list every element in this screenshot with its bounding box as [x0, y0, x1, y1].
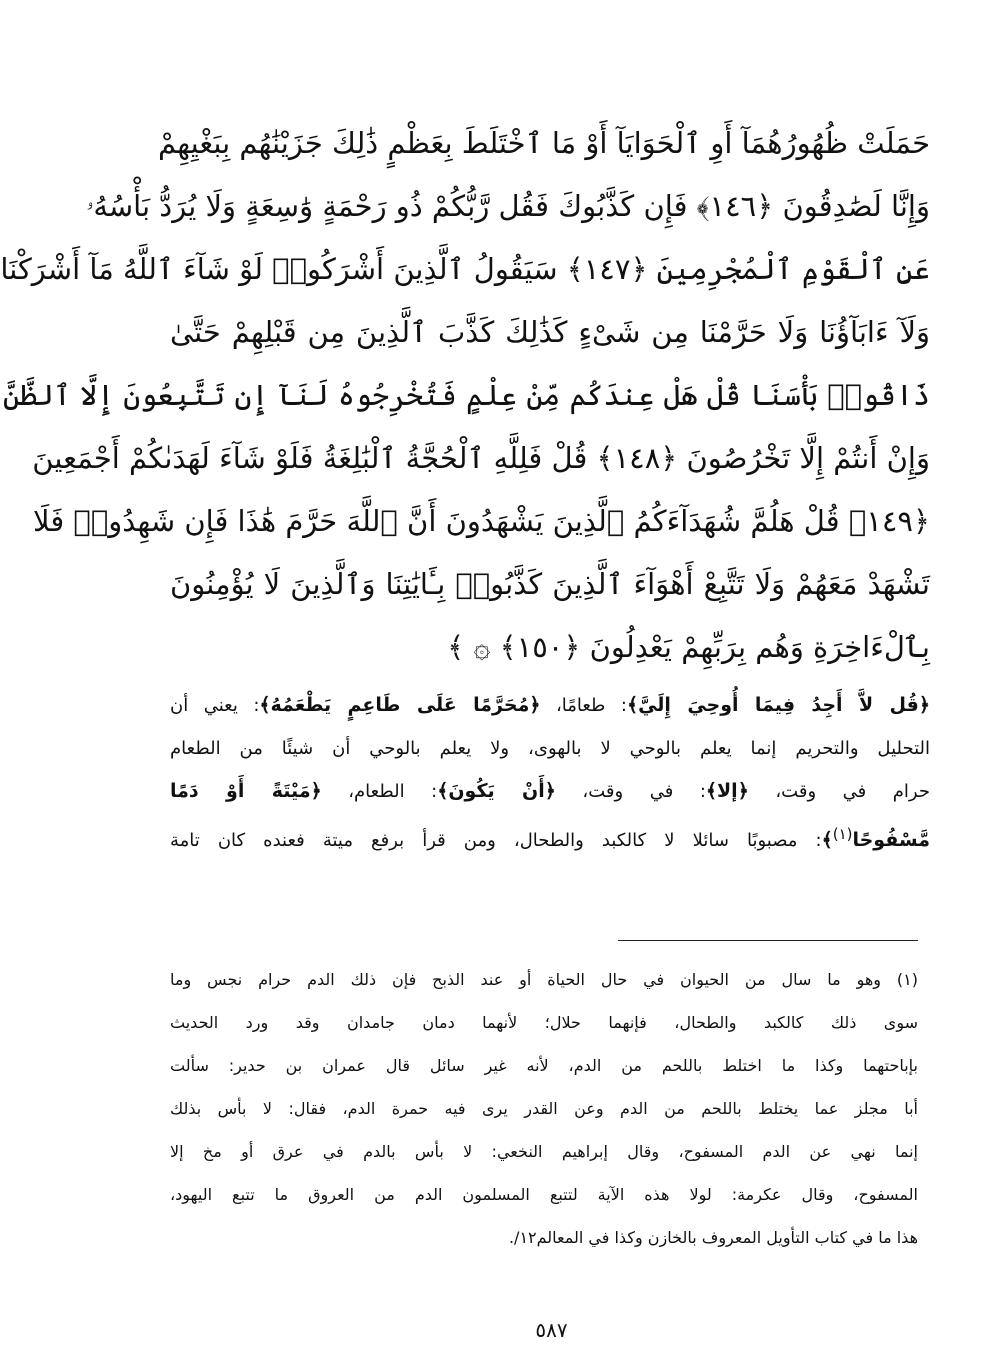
- commentary-text: : الطعام،: [321, 781, 438, 802]
- quran-verses: [0, 112, 930, 679]
- tafsir-line: التحليل والتحريم إنما يعلم بالوحي لا بالهوى، ولا يعلم بالوحي أن شيئًا من الطعام: [170, 738, 930, 759]
- verse-quote: ﴿قُل لاَّ أَجِدُ فِيمَا أُوحِيَ إِلَيَّ﴾: [626, 694, 931, 716]
- quran-line: وَإِنَّا لَصَٰدِقُونَ ﴿١٤٦﴾ فَإِن كَذَّبُوكَ فَقُل رَّبُّكُمْ ذُو رَحْمَةٍ وَٰسِعَةٍ وَلَا يُرَدُّ بَأْسُهُۥ: [86, 189, 930, 223]
- tafsir-line: [170, 770, 930, 813]
- quran-line: ذَاقُوا۟ بَأْسَنَا قُلْ هَلْ عِندَكُم مِّنْ عِلْمٍ فَتُخْرِجُوهُ لَنَآ إِن تَتَّبِعُونَ إِلَّا ٱلظَّنَّ: [2, 378, 930, 412]
- footnote-line: إنما نهي عن الدم المسفوح، وقال إبراهيم النخعي: لا بأس بالدم في عرق أو مخ إلا: [170, 1142, 918, 1161]
- verse-quote: مَّسْفُوحًا: [852, 829, 930, 851]
- commentary-text: : مصبوبًا سائلا لا كالكبد والطحال، ومن قرأ برفع ميتة فعنده كان تامة: [170, 830, 822, 851]
- footnotes: [170, 958, 918, 1259]
- footnote-line: (١) وهو ما سال من الحيوان في حال الحياة أو عند الذبح فإن ذلك الدم حرام نجس وما: [170, 970, 918, 989]
- footnote-divider: [618, 940, 918, 941]
- page-number: ٥٨٧: [535, 1318, 568, 1342]
- quran-line: ﴿١٤٩﴾ قُلْ هَلُمَّ شُهَدَآءَكُمُ ٱلَّذِينَ يَشْهَدُونَ أَنَّ ٱللَّهَ حَرَّمَ هَٰذَا فَإِن شَهِدُوا۟ فَلَا: [33, 504, 930, 538]
- verse-quote: ﴿أَنْ يَكُونَ﴾: [437, 780, 556, 802]
- verse-quote: ﴿مَيْتَةً أَوْ دَمًا: [170, 780, 322, 802]
- footnote-line: بإباحتهما وكذا ما اختلط باللحم من الدم، لأنه غير سائل قال عمران بن حدير: سألت: [170, 1056, 918, 1075]
- quran-line: عَنِ ٱلْقَوْمِ ٱلْمُجْرِمِينَ ﴿١٤٧﴾ سَيَقُولُ ٱلَّذِينَ أَشْرَكُوا۟ لَوْ شَآءَ ٱللَّهُ مَآ أَشْرَكْنَا: [0, 252, 930, 286]
- footnote-marker: (١): [832, 825, 853, 843]
- tafsir-line: [170, 813, 930, 856]
- verse-quote: ﴿مُحَرَّمًا عَلَى طَاعِمٍ يَطْعَمُهُ﴾: [259, 694, 541, 716]
- quran-line: تَشْهَدْ مَعَهُمْ وَلَا تَتَّبِعْ أَهْوَآءَ ٱلَّذِينَ كَذَّبُوا۟ بِـَٔايَٰتِنَا وَٱلَّذِينَ لَا يُؤْمِنُونَ: [170, 567, 930, 601]
- tafsir-line: [170, 684, 930, 727]
- quran-line: وَإِنْ أَنتُمْ إِلَّا تَخْرُصُونَ ﴿١٤٨﴾ قُلْ فَلِلَّهِ ٱلْحُجَّةُ ٱلْبَٰلِغَةُ فَلَوْ شَآءَ لَهَدَىٰكُمْ أَجْمَعِينَ: [32, 441, 930, 475]
- tafsir-commentary: [170, 684, 930, 856]
- commentary-text: : طعامًا،: [540, 695, 627, 716]
- footnote-line: هذا ما في كتاب التأويل المعروف بالخازن وكذا في المعالم١٢/.: [508, 1228, 918, 1247]
- quran-line: وَلَآ ءَابَآؤُنَا وَلَا حَرَّمْنَا مِن شَىْءٍ كَذَٰلِكَ كَذَّبَ ٱلَّذِينَ مِن قَبْلِهِمْ حَتَّىٰ: [170, 315, 930, 349]
- commentary-text: : في وقت،: [555, 781, 706, 802]
- verse-quote: ﴾: [821, 829, 833, 851]
- commentary-text: حرام في وقت،: [748, 781, 930, 802]
- quran-line: حَمَلَتْ ظُهُورُهُمَآ أَوِ ٱلْحَوَايَآ أَوْ مَا ٱخْتَلَطَ بِعَظْمٍ ذَٰلِكَ جَزَيْنَٰهُم بِبَغْيِهِمْ: [157, 126, 930, 160]
- verse-quote: ﴿إلا﴾: [705, 780, 749, 802]
- footnote-line: سوى ذلك كالكبد والطحال، فإنهما حلال؛ لأنهما دمان جامدان وقد ورد الحديث: [170, 1013, 918, 1032]
- quran-line: بِٱلْءَاخِرَةِ وَهُم بِرَبِّهِمْ يَعْدِلُونَ ﴿١٥٠﴾ ۞ ﴾: [447, 630, 930, 664]
- footnote-line: المسفوح، وقال عكرمة: لولا هذه الآية لتتبع المسلمون الدم من العروق ما تتبع اليهود،: [170, 1185, 918, 1204]
- commentary-text: : يعني أن: [170, 695, 260, 716]
- footnote-line: أبا مجلز عما يختلط باللحم من الدم وعن القدر يرى فيه حمرة الدم، فقال: لا بأس بذلك: [170, 1099, 918, 1118]
